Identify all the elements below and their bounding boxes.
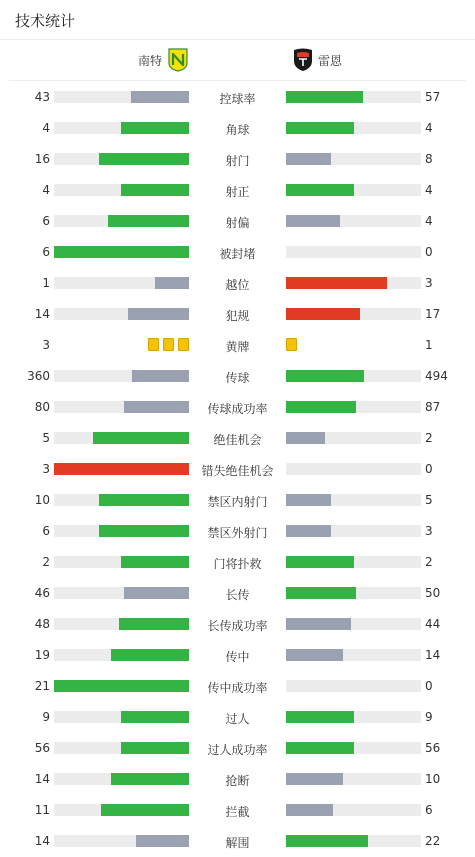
home-stat-value: 6 [42,214,50,228]
stat-row [0,733,475,764]
stat-row [0,826,475,857]
home-stat-bar-fill [111,649,189,661]
home-stat-bar [54,587,189,599]
stat-row [0,392,475,423]
stat-label: 传中 [225,650,250,664]
home-stat-bar [54,277,189,289]
home-stat-bar-fill [93,432,189,444]
away-stat-bar [286,804,421,816]
stat-row [0,299,475,330]
home-stat-bar-fill [99,525,189,537]
stat-row [0,578,475,609]
home-stat-value: 9 [42,710,50,724]
stat-row [0,268,475,299]
away-stat-value: 50 [425,586,441,600]
away-stat-bar [286,401,421,413]
away-stat-bar-fill [286,153,331,165]
away-team-name: 雷恩 [318,54,343,68]
home-stat-bar-fill [121,742,189,754]
away-stat-bar [286,680,421,692]
away-stat-bar [286,370,421,382]
away-stat-bar [286,525,421,537]
away-stat-bar-fill [286,711,354,723]
stat-row [0,485,475,516]
away-stat-bar [286,618,421,630]
stat-label: 禁区外射门 [207,526,268,540]
away-stat-value: 2 [425,431,433,445]
stat-row [0,609,475,640]
away-stat-value: 10 [425,772,441,786]
away-stat-bar-fill [286,91,363,103]
away-stat-value: 494 [425,369,448,383]
away-stat-value: 2 [425,555,433,569]
stat-label: 过人成功率 [207,743,268,757]
stat-label: 绝佳机会 [213,433,262,447]
home-stat-value: 11 [34,803,50,817]
away-stat-bar-fill [286,649,343,661]
away-stat-bar-fill [286,277,387,289]
away-stat-value: 3 [425,524,433,538]
home-stat-bar-fill [124,401,189,413]
home-stat-bar [54,618,189,630]
home-stat-value: 3 [42,462,50,476]
home-stat-bar-fill [54,246,189,258]
away-stat-bar [286,742,421,754]
away-stat-bar [286,463,421,475]
home-stat-value: 360 [27,369,50,383]
away-stat-bar-fill [286,184,354,196]
stat-label: 拦截 [225,805,250,819]
stat-label: 越位 [225,278,250,292]
away-stat-bar-fill [286,556,354,568]
home-stat-bar [54,494,189,506]
home-stat-bar-fill [54,680,189,692]
home-stat-value: 48 [34,617,50,631]
stat-label: 禁区内射门 [207,495,268,509]
away-stat-bar-fill [286,494,331,506]
stat-label: 错失绝佳机会 [201,464,274,478]
home-stat-value: 1 [42,276,50,290]
home-stat-bar [54,122,189,134]
away-stat-bar-fill [286,835,368,847]
away-stat-bar-fill [286,122,354,134]
away-stat-bar-fill [286,370,364,382]
away-stat-value: 22 [425,834,441,848]
yellow-card-icon [286,338,297,351]
home-stat-bar-fill [136,835,189,847]
stat-row [0,206,475,237]
home-yellow-cards [144,338,189,351]
away-stat-bar [286,308,421,320]
away-stat-bar-fill [286,804,333,816]
away-stat-bar-fill [286,742,354,754]
home-stat-bar-fill [132,370,189,382]
home-team-name: 南特 [137,54,162,68]
home-stat-value: 16 [34,152,50,166]
home-stat-bar [54,91,189,103]
home-stat-bar [54,246,189,258]
home-stat-value: 14 [34,834,50,848]
home-stat-value: 2 [42,555,50,569]
stat-row [0,361,475,392]
stat-label: 射偏 [225,216,250,230]
home-stat-bar-fill [119,618,189,630]
away-stat-bar [286,649,421,661]
home-stat-bar-fill [121,711,189,723]
stat-label: 门将扑救 [213,557,262,571]
teams-header [9,40,466,81]
stat-row [0,454,475,485]
nantes-crest-icon [168,48,188,72]
home-stat-value: 6 [42,524,50,538]
away-stat-bar [286,773,421,785]
home-stat-bar [54,432,189,444]
home-stat-bar [54,835,189,847]
home-stat-bar-fill [54,463,189,475]
page-header [0,0,475,40]
away-stat-value: 1 [425,338,433,352]
stat-row [0,175,475,206]
stat-row [0,144,475,175]
home-stat-bar [54,153,189,165]
stat-label: 被封堵 [219,247,256,261]
away-stat-bar-fill [286,525,331,537]
yellow-card-icon [178,338,189,351]
stat-row [0,764,475,795]
home-stat-value: 43 [34,90,50,104]
away-stat-bar-fill [286,215,340,227]
home-stat-bar-fill [111,773,189,785]
away-stat-value: 0 [425,245,433,259]
home-stat-value: 10 [34,493,50,507]
home-stat-bar-fill [108,215,189,227]
away-stat-value: 8 [425,152,433,166]
stat-row [0,82,475,113]
home-stat-bar [54,308,189,320]
page-title: 技术统计 [15,12,76,30]
home-stat-value: 19 [34,648,50,662]
home-stat-value: 14 [34,307,50,321]
home-stat-bar [54,401,189,413]
home-stat-bar [54,680,189,692]
home-stat-bar-fill [121,122,189,134]
home-stat-value: 80 [34,400,50,414]
away-stat-value: 5 [425,493,433,507]
home-stat-bar-fill [99,494,189,506]
home-stat-value: 5 [42,431,50,445]
away-stat-value: 57 [425,90,441,104]
home-stat-value: 14 [34,772,50,786]
home-stat-value: 21 [34,679,50,693]
away-stat-bar-fill [286,401,356,413]
away-stat-bar [286,91,421,103]
away-stat-bar [286,494,421,506]
away-stat-bar [286,432,421,444]
stat-row [0,237,475,268]
home-stat-bar [54,215,189,227]
away-stat-bar-fill [286,308,360,320]
stat-label: 过人 [225,712,250,726]
stat-row [0,702,475,733]
away-stat-bar-fill [286,618,351,630]
home-stat-value: 4 [42,183,50,197]
away-yellow-cards [286,338,301,351]
stat-label: 传球成功率 [207,402,268,416]
home-stat-value: 46 [34,586,50,600]
stat-row [0,671,475,702]
stat-label: 长传 [225,588,250,602]
stat-label: 犯规 [225,309,250,323]
home-stat-bar-fill [131,91,189,103]
home-stat-bar [54,370,189,382]
away-stat-bar [286,246,421,258]
away-stat-bar [286,587,421,599]
home-stat-bar [54,525,189,537]
yellow-card-icon [148,338,159,351]
away-stat-bar [286,153,421,165]
away-stat-value: 14 [425,648,441,662]
stat-row [0,330,475,361]
yellow-card-icon [163,338,174,351]
away-stat-value: 17 [425,307,441,321]
stat-row [0,547,475,578]
away-stat-value: 0 [425,462,433,476]
stat-label: 传球 [225,371,250,385]
away-stat-bar [286,277,421,289]
home-stat-bar-fill [101,804,189,816]
stat-label: 解围 [225,836,250,850]
stat-label: 射门 [225,154,250,168]
away-stat-value: 87 [425,400,441,414]
away-stat-bar-fill [286,432,325,444]
home-stat-bar-fill [99,153,189,165]
home-stat-bar [54,184,189,196]
away-stat-value: 4 [425,121,433,135]
stat-row [0,113,475,144]
home-stat-value: 6 [42,245,50,259]
away-stat-value: 4 [425,183,433,197]
home-stat-value: 4 [42,121,50,135]
home-stat-bar-fill [124,587,189,599]
stat-row [0,795,475,826]
rennes-crest-icon [293,47,313,72]
home-stat-value: 56 [34,741,50,755]
home-stat-value: 3 [42,338,50,352]
away-stat-value: 4 [425,214,433,228]
away-stat-bar [286,835,421,847]
stat-label: 角球 [225,123,250,137]
stat-label: 抢断 [225,774,250,788]
away-stat-bar [286,711,421,723]
home-stat-bar-fill [121,184,189,196]
stat-label: 控球率 [219,92,256,106]
home-stat-bar-fill [121,556,189,568]
away-stat-value: 56 [425,741,441,755]
stat-row [0,423,475,454]
stat-row [0,640,475,671]
away-stat-bar [286,184,421,196]
away-stat-value: 6 [425,803,433,817]
away-stat-bar [286,556,421,568]
stat-row [0,516,475,547]
home-stat-bar [54,711,189,723]
home-stat-bar [54,649,189,661]
away-stat-value: 9 [425,710,433,724]
home-stat-bar [54,804,189,816]
away-stat-bar [286,215,421,227]
home-stat-bar-fill [155,277,189,289]
stat-label: 黄牌 [225,340,250,354]
away-stat-value: 0 [425,679,433,693]
away-stat-bar-fill [286,773,343,785]
home-stat-bar-fill [128,308,189,320]
away-stat-value: 3 [425,276,433,290]
home-stat-bar [54,773,189,785]
home-stat-bar [54,742,189,754]
away-stat-bar [286,122,421,134]
away-stat-value: 44 [425,617,441,631]
stat-label: 传中成功率 [207,681,268,695]
stat-label: 射正 [225,185,250,199]
away-stat-bar-fill [286,587,356,599]
stats-list [0,82,475,857]
home-stat-bar [54,556,189,568]
home-stat-bar [54,463,189,475]
stat-label: 长传成功率 [207,619,268,633]
